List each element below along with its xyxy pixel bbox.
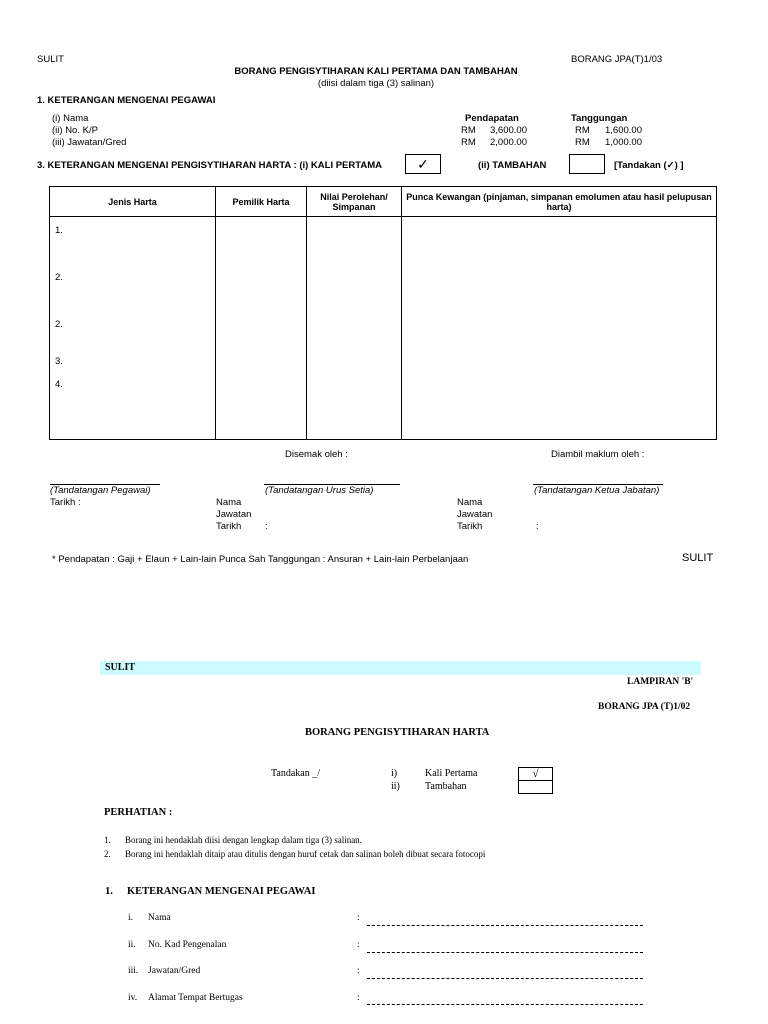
column-header: Jenis Harta xyxy=(50,187,216,217)
field-number: iii. xyxy=(128,966,139,976)
income-amount: 2,000.00 xyxy=(490,137,527,148)
check-icon: √ xyxy=(532,768,539,780)
tandakan-label: Tandakan _/ xyxy=(271,768,321,779)
income-currency: RM xyxy=(461,137,476,148)
tambahan-checkbox[interactable] xyxy=(518,780,553,794)
field-number: ii. xyxy=(128,940,136,950)
option-label: Tambahan xyxy=(425,781,467,792)
secretary-signature-label: (Tandatangan Urus Setia) xyxy=(265,485,374,496)
name-label: Nama xyxy=(457,497,483,508)
classification-label: SULIT xyxy=(105,662,136,673)
table-cell[interactable] xyxy=(307,217,402,440)
tambahan-label: (ii) TAMBAHAN xyxy=(478,160,547,171)
row-number: 2. xyxy=(55,319,63,330)
colon: : xyxy=(536,521,539,532)
ic-input-line[interactable] xyxy=(367,952,643,953)
table-cell[interactable] xyxy=(50,217,216,440)
noted-by-label: Diambil maklum oleh : xyxy=(551,449,645,460)
income-header: Pendapatan xyxy=(465,113,519,124)
field-number: iv. xyxy=(128,993,138,1003)
note-text: Borang ini hendaklah ditaip atau ditulis dengan huruf cetak dan salinan boleh dibuat secara fotocopi xyxy=(125,849,486,859)
head-signature-label: (Tandatangan Ketua Jabatan) xyxy=(534,485,660,496)
field-label-address: Alamat Tempat Bertugas xyxy=(148,993,243,1003)
section1-heading: 1. KETERANGAN MENGENAI PEGAWAI xyxy=(37,95,216,106)
tandakan-note: [Tandakan (✓) ] xyxy=(614,160,684,171)
date-label: Tarikh xyxy=(457,521,483,532)
form-title: BORANG PENGISYTIHARAN HARTA xyxy=(305,727,490,738)
obligation-amount: 1,000.00 xyxy=(605,137,642,148)
position-label: Jawatan xyxy=(216,509,252,520)
form-title: BORANG PENGISYTIHARAN KALI PERTAMA DAN TAMBAHAN xyxy=(234,66,518,77)
row-number: 3. xyxy=(55,356,63,367)
section1-heading: KETERANGAN MENGENAI PEGAWAI xyxy=(127,886,316,897)
obligation-header: Tanggungan xyxy=(571,113,628,124)
income-amount: 3,600.00 xyxy=(490,125,527,136)
note-text: Borang ini hendaklah diisi dengan lengkap dalam tiga (3) salinan. xyxy=(125,835,362,845)
row-number: 1. xyxy=(55,225,63,236)
kali-pertama-checkbox[interactable] xyxy=(405,154,441,174)
field-label-name: Nama xyxy=(148,913,171,923)
option-number: ii) xyxy=(391,781,400,792)
note-number: 1. xyxy=(104,835,111,845)
column-header: Nilai Perolehan/ Simpanan xyxy=(307,187,402,217)
column-header: Pemilik Harta xyxy=(216,187,307,217)
colon: : xyxy=(265,521,268,532)
classification-footer: SULIT xyxy=(682,552,714,564)
row-number: 2. xyxy=(55,272,63,283)
option-label: Kali Pertama xyxy=(425,768,478,779)
address-input-line[interactable] xyxy=(367,1004,643,1005)
classification-label: SULIT xyxy=(37,54,64,65)
table-cell[interactable] xyxy=(402,217,717,440)
obligation-currency: RM xyxy=(575,125,590,136)
date-label: Tarikh : xyxy=(50,497,81,508)
tambahan-checkbox[interactable] xyxy=(569,154,605,174)
highlight-band xyxy=(100,661,701,675)
note-number: 2. xyxy=(104,849,111,859)
table-header-row xyxy=(50,187,717,217)
section1-number: 1. xyxy=(105,886,113,897)
footnote: * Pendapatan : Gaji + Elaun + Lain-lain Punca Sah Tanggungan : Ansuran + Lain-lain Perbelanjaan xyxy=(52,554,469,565)
income-currency: RM xyxy=(461,125,476,136)
position-input-line[interactable] xyxy=(367,978,643,979)
attention-heading: PERHATIAN : xyxy=(104,807,173,818)
colon: : xyxy=(357,993,360,1003)
colon: : xyxy=(357,940,360,950)
employee-field-name: (i) Nama xyxy=(52,113,89,124)
row-number: 4. xyxy=(55,379,63,390)
field-number: i. xyxy=(128,913,134,923)
section3-heading: 3. KETERANGAN MENGENAI PENGISYTIHARAN HARTA : (i) KALI PERTAMA xyxy=(37,160,382,171)
position-label: Jawatan xyxy=(457,509,493,520)
employee-field-ic: (ii) No. K/P xyxy=(52,125,98,136)
employee-signature-label: (Tandatangan Pegawai) xyxy=(50,485,151,496)
table-cell[interactable] xyxy=(216,217,307,440)
kali-pertama-checkbox[interactable] xyxy=(518,767,553,781)
employee-field-position: (iii) Jawatan/Gred xyxy=(52,137,127,148)
obligation-currency: RM xyxy=(575,137,590,148)
table-row xyxy=(50,217,717,440)
obligation-amount: 1,600.00 xyxy=(605,125,642,136)
colon: : xyxy=(357,913,360,923)
check-icon: ✓ xyxy=(417,156,429,172)
form-code: BORANG JPA(T)1/03 xyxy=(571,54,663,65)
form-code: BORANG JPA (T)1/02 xyxy=(598,702,691,712)
name-label: Nama xyxy=(216,497,242,508)
field-label-position: Jawatan/Gred xyxy=(148,966,201,976)
attachment-label: LAMPIRAN 'B' xyxy=(627,677,694,687)
checked-by-label: Disemak oleh : xyxy=(285,449,348,460)
colon: : xyxy=(357,966,360,976)
form-subtitle: (diisi dalam tiga (3) salinan) xyxy=(317,78,435,89)
asset-table xyxy=(49,186,717,440)
column-header: Punca Kewangan (pinjaman, simpanan emolumen atau hasil pelupusan harta) xyxy=(402,187,717,217)
field-label-ic: No. Kad Pengenalan xyxy=(148,940,227,950)
date-label: Tarikh xyxy=(216,521,242,532)
name-input-line[interactable] xyxy=(367,925,643,926)
option-number: i) xyxy=(391,768,398,779)
